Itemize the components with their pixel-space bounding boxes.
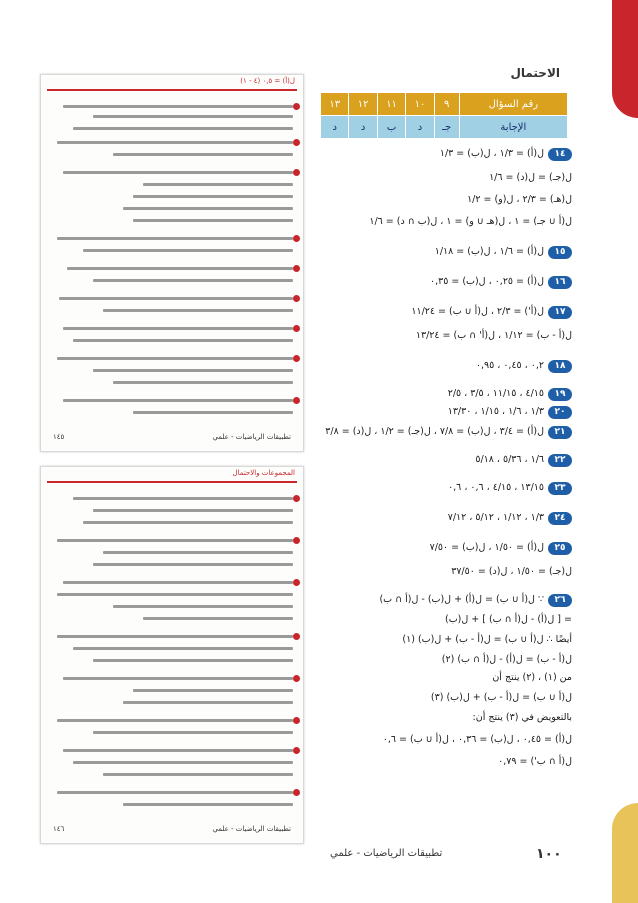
exercise-marker	[293, 717, 300, 724]
answer-table-cell: ١٣	[321, 93, 349, 116]
solution-line	[498, 756, 572, 767]
thumbnail-text-line	[143, 617, 293, 620]
thumbnail-text-line	[63, 749, 293, 752]
exercise-marker	[293, 265, 300, 272]
thumbnail-text-line	[63, 581, 293, 584]
thumbnail-text-line	[57, 357, 293, 360]
thumbnail-text-line	[103, 309, 293, 312]
exercise-marker	[293, 675, 300, 682]
exercise-marker	[293, 789, 300, 796]
solution-text: = [ ل(أ) - ل(أ ∩ ب) ] + ل(ب)	[444, 614, 572, 625]
solution-text: ل(أ) = ١/٣ ، ل(ب) = ١/٣	[439, 148, 544, 159]
solution-text: ل(أ') = ٢/٣ ، ل(أ ∪ ب) = ١١/٢٤	[411, 306, 544, 317]
page-number: ١٠٠	[536, 846, 562, 862]
answer-table-answer-row	[321, 116, 568, 139]
answer-table-cell: ١١	[377, 93, 405, 116]
solution-line	[473, 712, 572, 723]
thumbnail-text-line	[63, 327, 293, 330]
thumbnail-text-line	[59, 297, 293, 300]
solution-line	[476, 360, 572, 373]
solution-text: من (١) ، (٢) ينتج أن	[492, 672, 572, 683]
thumbnail-text-line	[83, 249, 293, 252]
thumbnail-text-line	[93, 509, 293, 512]
answer-table-cell: ٩	[434, 93, 459, 116]
thumbnail-text-line	[103, 773, 293, 776]
answer-table-cell: رقم السؤال	[459, 93, 567, 116]
thumbnail-page-number: ١٤٦	[53, 825, 65, 833]
answer-table-cell: د	[349, 116, 377, 139]
thumbnail-text-line	[57, 141, 293, 144]
solution-line	[475, 454, 572, 467]
thumbnail-page-number: ١٤٥	[53, 433, 65, 441]
solution-text: ١/٣ ، ١/١٢ ، ٥/١٢ ، ٧/١٢	[447, 512, 544, 523]
answer-table-cell: ١٠	[406, 93, 434, 116]
solution-line	[445, 614, 572, 625]
solution-line	[430, 542, 572, 555]
thumbnail-text-line	[57, 237, 293, 240]
thumbnail-text-line	[73, 339, 293, 342]
thumbnail-text-line	[123, 701, 293, 704]
page-corner-tab	[612, 803, 638, 903]
solution-line	[448, 406, 572, 419]
thumbnail-text-line	[63, 399, 293, 402]
solution-line	[411, 306, 572, 319]
thumbnail-text-line	[133, 195, 293, 198]
question-number: ٢٣	[548, 482, 572, 495]
solution-line	[451, 566, 572, 577]
question-number: ٢٠	[548, 406, 572, 419]
solution-text: ل(جـ) = ١/٥٠ ، ل(د) = ٣٧/٥٠	[451, 566, 572, 577]
exercise-marker	[293, 355, 300, 362]
thumbnail-text-line	[123, 207, 293, 210]
question-number: ٢٦	[548, 594, 572, 607]
solution-text: ل(هـ) = ٢/٣ ، ل(و) = ١/٢	[467, 194, 572, 205]
thumbnail-text-line	[73, 761, 293, 764]
solution-text: ل(أ - ب) = ١/١٢ ، ل(أ' ∩ ب) = ١٣/٢٤	[415, 330, 572, 341]
thumbnail-text-line	[113, 605, 293, 608]
solution-text: ١/٦ ، ٥/٣٦ ، ٥/١٨	[475, 454, 544, 465]
thumbnail-text-line	[57, 719, 293, 722]
question-number: ١٦	[548, 276, 572, 289]
exercise-marker	[293, 397, 300, 404]
solution-text: ل(أ) = ٣/٤ ، ل(ب) = ٧/٨ ، ل(جـ) = ١/٢ ، ل(د) = ٣/٨	[325, 426, 544, 437]
solution-line	[383, 734, 572, 745]
question-number: ٢٥	[548, 542, 572, 555]
thumbnail-text-line	[63, 171, 293, 174]
solution-text: ٠,٢ ، ٠,٤٥ ، ٠,٩٥	[475, 360, 544, 371]
solution-line	[416, 330, 572, 341]
exercise-marker	[293, 747, 300, 754]
question-number: ٢٤	[548, 512, 572, 525]
answer-table-cell: د	[321, 116, 349, 139]
solution-text: ل(أ) = ١/٦ ، ل(ب) = ١/١٨	[434, 246, 544, 257]
answer-table	[320, 92, 568, 139]
question-number: ٢١	[548, 426, 572, 439]
thumbnail-text-line	[73, 647, 293, 650]
thumbnail-text-line	[93, 659, 293, 662]
answer-table-header-row	[321, 93, 568, 116]
solution-line	[325, 426, 572, 439]
answer-table-cell: ب	[377, 116, 405, 139]
solution-line	[448, 512, 572, 525]
thumbnail-footer-text: تطبيقات الرياضيات - علمي	[212, 433, 291, 441]
solution-line	[448, 388, 572, 401]
exercise-marker	[293, 295, 300, 302]
thumbnail-text-line	[93, 115, 293, 118]
exercise-marker	[293, 579, 300, 586]
solution-text: ل(أ ∪ ب) = ل(أ - ب) + ل(ب) (٣)	[430, 692, 572, 703]
exercise-marker	[293, 103, 300, 110]
answer-table-cell: جـ	[434, 116, 459, 139]
thumbnail-text-line	[83, 521, 293, 524]
question-number: ١٥	[548, 246, 572, 259]
solution-line	[448, 482, 572, 495]
thumbnail-text-line	[133, 411, 293, 414]
solution-text: ل(أ) = ١/٥٠ ، ل(ب) = ٧/٥٠	[429, 542, 544, 553]
solution-line	[431, 692, 572, 703]
thumbnail-footer-text: تطبيقات الرياضيات - علمي	[212, 825, 291, 833]
thumbnail-text-line	[73, 127, 293, 130]
exercise-page-thumbnail-145	[40, 74, 304, 452]
exercise-marker	[293, 325, 300, 332]
exercise-marker	[293, 633, 300, 640]
solution-text: ل(جـ) = ل(د) = ١/٦	[489, 172, 572, 183]
solution-line	[467, 194, 572, 205]
thumbnail-text-line	[57, 791, 293, 794]
answer-table-cell: ١٢	[349, 93, 377, 116]
question-number: ٢٢	[548, 454, 572, 467]
answer-table-cell: الإجابة	[459, 116, 567, 139]
thumbnail-text-line	[113, 153, 293, 156]
thumbnail-text-line	[93, 563, 293, 566]
answer-table-cell: د	[406, 116, 434, 139]
exercise-marker	[293, 139, 300, 146]
thumbnail-text-line	[103, 551, 293, 554]
solution-text: ل(أ ∪ جـ) = ١ ، ل(هـ ∪ و) = ١ ، ل(ب ∩ د) = ١/٦	[369, 216, 572, 227]
thumbnail-text-line	[93, 369, 293, 372]
solution-text: ل(أ) = ٠,٢٥ ، ل(ب) = ٠,٣٥	[430, 276, 544, 287]
thumbnail-text-line	[93, 279, 293, 282]
solution-line	[440, 148, 572, 161]
thumbnail-header: المجموعات والاحتمال	[232, 469, 295, 477]
solution-line	[489, 172, 572, 183]
solution-text: ∵ ل(أ ∪ ب) = ل(أ) + ل(ب) - ل(أ ∩ ب)	[379, 594, 544, 605]
thumbnail-text-line	[93, 731, 293, 734]
thumbnail-header: ل(أ) = ٠,٥ (٤ - ١)	[240, 77, 295, 85]
question-number: ١٤	[548, 148, 572, 161]
solution-text: ١/٣ ، ١/٦ ، ١/١٥ ، ١٣/٣٠	[447, 406, 544, 417]
question-number: ١٧	[548, 306, 572, 319]
thumbnail-text-line	[63, 677, 293, 680]
solution-text: بالتعويض في (٣) ينتج أن:	[472, 712, 572, 723]
solution-text: ل(أ) = ٠,٤٥ ، ل(ب) = ٠,٣٦ ، ل(أ ∪ ب) = ٠,٦	[382, 734, 572, 745]
solution-line	[430, 276, 572, 289]
exercise-marker	[293, 235, 300, 242]
solution-text: ٤/١٥ ، ١١/١٥ ، ٣/٥ ، ٢/٥	[447, 388, 544, 399]
exercise-marker	[293, 495, 300, 502]
solution-line	[369, 216, 572, 227]
exercise-marker	[293, 169, 300, 176]
thumbnail-text-line	[57, 635, 293, 638]
thumbnail-text-line	[123, 803, 293, 806]
thumbnail-text-line	[73, 497, 293, 500]
question-number: ١٩	[548, 388, 572, 401]
thumbnail-text-line	[67, 267, 293, 270]
solution-text: أيضًا ∴ ل(أ ∪ ب) = ل(أ - ب) + ل(ب) (١)	[402, 634, 572, 645]
solution-line	[402, 634, 572, 645]
solution-text: ١٣/١٥ ، ٤/١٥ ، ٠,٦ ، ٠,٦	[448, 482, 544, 493]
thumbnail-header-rule	[47, 481, 297, 483]
thumbnail-text-line	[133, 219, 293, 222]
thumbnail-header-rule	[47, 89, 297, 91]
exercise-page-thumbnail-146	[40, 466, 304, 844]
thumbnail-text-line	[57, 539, 293, 542]
solution-line	[442, 654, 572, 665]
chapter-tab	[612, 0, 638, 118]
section-title: الاحتمال	[510, 66, 560, 80]
book-title-footer: تطبيقات الرياضيات - علمي	[330, 848, 443, 859]
thumbnail-text-line	[133, 689, 293, 692]
exercise-marker	[293, 537, 300, 544]
solution-line	[379, 594, 572, 607]
solution-line	[492, 672, 572, 683]
solution-text: ل(أ ∩ ب') = ٠,٧٩	[498, 756, 572, 767]
question-number: ١٨	[548, 360, 572, 373]
thumbnail-text-line	[113, 381, 293, 384]
thumbnail-text-line	[57, 593, 293, 596]
thumbnail-text-line	[63, 105, 293, 108]
solution-text: ل(أ - ب) = ل(أ) - ل(أ ∩ ب) (٢)	[441, 654, 572, 665]
solution-line	[435, 246, 572, 259]
thumbnail-text-line	[143, 183, 293, 186]
